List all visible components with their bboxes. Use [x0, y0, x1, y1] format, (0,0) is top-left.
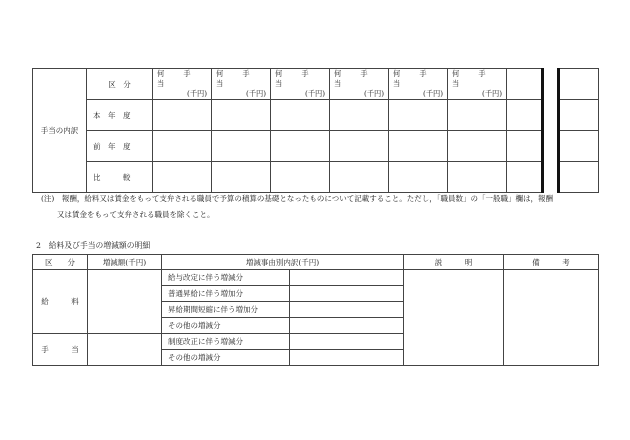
- salary-item-2: 普通昇給に伴う増加分: [162, 286, 290, 302]
- salary-item-4: その他の増減分: [162, 318, 290, 334]
- section-title: 2 給料及び手当の増減額の明細: [36, 241, 151, 250]
- header-remarks: 備 考: [504, 255, 599, 270]
- allowance-col-3: 何 手 当 (千円): [271, 69, 330, 100]
- allowance-breakdown-label: 手当の内訳: [33, 69, 87, 193]
- note-text: [41, 191, 601, 223]
- allowance-item-1: 制度改正に伴う増減分: [162, 334, 290, 350]
- note-line-1: (注) 報酬，給料又は賃金をもって支弁される職員で予算の積算の基礎となったものについて記載すること。ただし，「職員数」の「一般職」欄は，報酬: [41, 194, 553, 203]
- salary-item-3: 昇給期間短縮に伴う増加分: [162, 302, 290, 318]
- allowance-item-2: その他の増減分: [162, 350, 290, 366]
- row-comparison: 比 較: [87, 162, 153, 193]
- header-amount: 増減額(千円): [88, 255, 162, 270]
- row-previous-year: 前 年 度: [87, 131, 153, 162]
- allowance-col-5: 何 手 当 (千円): [389, 69, 448, 100]
- allowance-col-2: 何 手 当 (千円): [212, 69, 271, 100]
- header-breakdown: 増減事由別内訳(千円): [162, 255, 404, 270]
- blank-cell: [507, 69, 543, 100]
- header-explanation: 説 明: [404, 255, 504, 270]
- row-current-year: 本 年 度: [87, 100, 153, 131]
- header-kubun: 区 分: [33, 255, 88, 270]
- allowance-label: 手 当: [33, 334, 88, 366]
- allowance-breakdown-table: [32, 68, 599, 193]
- salary-allowance-change-table: [32, 254, 599, 366]
- kubun-header: 区 分: [87, 69, 153, 100]
- salary-label: 給 料: [33, 270, 88, 334]
- blank-cell: [559, 69, 599, 100]
- note-line-2: 又は賃金をもって支弁される職員を除くこと。: [57, 210, 215, 219]
- allowance-col-6: 何 手 当 (千円): [448, 69, 507, 100]
- salary-item-1: 給与改定に伴う増減分: [162, 270, 290, 286]
- allowance-col-4: 何 手 当 (千円): [330, 69, 389, 100]
- allowance-col-1: 何 手 当 (千円): [153, 69, 212, 100]
